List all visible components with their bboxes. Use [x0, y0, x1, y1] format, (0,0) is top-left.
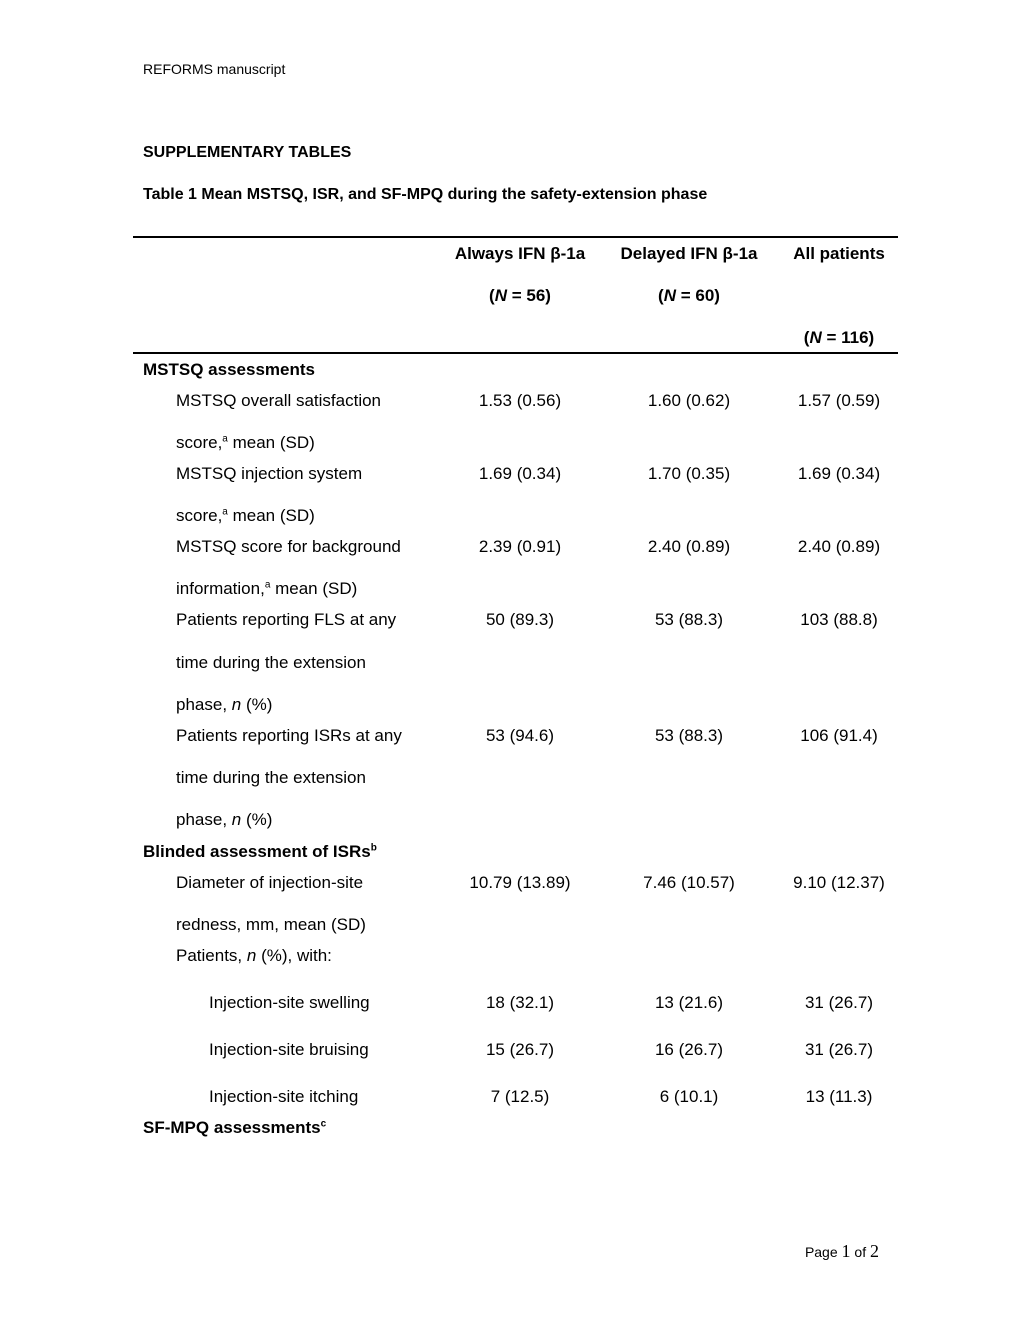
cell-value: 1.69 (0.34) — [478, 464, 562, 483]
cell-value: 1.69 (0.34) — [797, 464, 881, 483]
cell-value: 31 (26.7) — [804, 1040, 874, 1059]
cell-value: 13 (21.6) — [654, 993, 724, 1012]
table-top-rule — [133, 236, 898, 238]
row-label-cont: score,$^a$ mean (SD) — [176, 506, 315, 525]
cell-value: 1.60 (0.62) — [647, 391, 731, 410]
page-footer: Page 1 of 2 — [804, 1241, 879, 1261]
section-mstsq: MSTSQ assessments — [143, 360, 315, 379]
col-n-always: (N = 56) — [489, 286, 551, 305]
col-n-delayed: (N = 60) — [658, 286, 720, 305]
row-label: MSTSQ overall satisfaction — [176, 391, 382, 410]
section-sfmpq: SF-MPQ assessments$^c$ — [143, 1118, 327, 1137]
cell-value: 31 (26.7) — [804, 993, 874, 1012]
cell-value: 7 (12.5) — [490, 1087, 550, 1106]
section-blinded: Blinded assessment of ISRs$^b$ — [143, 842, 377, 861]
cell-value: 53 (94.6) — [485, 726, 555, 745]
cell-value: 9.10 (12.37) — [793, 873, 885, 892]
page-number: 1 — [841, 1241, 851, 1261]
cell-value: 15 (26.7) — [485, 1040, 555, 1059]
row-label: MSTSQ injection system — [176, 464, 363, 483]
row-label: Injection-site itching — [209, 1087, 359, 1106]
row-label-cont: redness, mm, mean (SD) — [176, 915, 366, 934]
table-title: Table 1 Mean MSTSQ, ISR, and SF-MPQ during the safety-extension phase — [143, 186, 708, 203]
row-label: Injection-site bruising — [209, 1040, 369, 1059]
row-label-cont: score,$^a$ mean (SD) — [176, 433, 315, 452]
cell-value: 1.70 (0.35) — [647, 464, 731, 483]
table-header-rule — [133, 352, 898, 354]
cell-value: 16 (26.7) — [654, 1040, 724, 1059]
section-title: SUPPLEMENTARY TABLES — [143, 144, 352, 161]
row-label-cont: information,$^a$ mean (SD) — [176, 579, 358, 598]
cell-value: 53 (88.3) — [654, 726, 724, 745]
row-label: MSTSQ score for background — [176, 537, 401, 556]
row-label: Patients, n (%), with: — [176, 946, 332, 965]
cell-value: 1.57 (0.59) — [797, 391, 881, 410]
page-total: 2 — [870, 1241, 879, 1261]
row-label-cont: time during the extension — [176, 653, 366, 672]
col-header-always: Always IFN β-1a — [454, 244, 586, 263]
cell-value: 103 (88.8) — [800, 610, 878, 629]
cell-value: 6 (10.1) — [659, 1087, 719, 1106]
col-header-delayed: Delayed IFN β-1a — [620, 244, 758, 263]
col-header-all: All patients — [793, 244, 885, 263]
cell-value: 2.40 (0.89) — [647, 537, 731, 556]
row-label-cont: time during the extension — [176, 768, 366, 787]
cell-value: 7.46 (10.57) — [643, 873, 735, 892]
col-n-all: (N = 116) — [803, 328, 875, 347]
cell-value: 1.53 (0.56) — [478, 391, 562, 410]
cell-value: 2.39 (0.91) — [478, 537, 562, 556]
cell-value: 18 (32.1) — [485, 993, 555, 1012]
row-label: Diameter of injection-site — [176, 873, 364, 892]
row-label: Injection-site swelling — [209, 993, 370, 1012]
row-label-cont: phase, n (%) — [176, 810, 273, 829]
cell-value: 50 (89.3) — [485, 610, 555, 629]
row-label: Patients reporting ISRs at any — [176, 726, 402, 745]
cell-value: 53 (88.3) — [654, 610, 724, 629]
running-header: REFORMS manuscript — [143, 61, 286, 77]
row-label: Patients reporting FLS at any — [176, 610, 397, 629]
cell-value: 2.40 (0.89) — [797, 537, 881, 556]
cell-value: 10.79 (13.89) — [469, 873, 571, 892]
cell-value: 13 (11.3) — [805, 1087, 873, 1106]
row-label-cont: phase, n (%) — [176, 695, 273, 714]
cell-value: 106 (91.4) — [800, 726, 878, 745]
